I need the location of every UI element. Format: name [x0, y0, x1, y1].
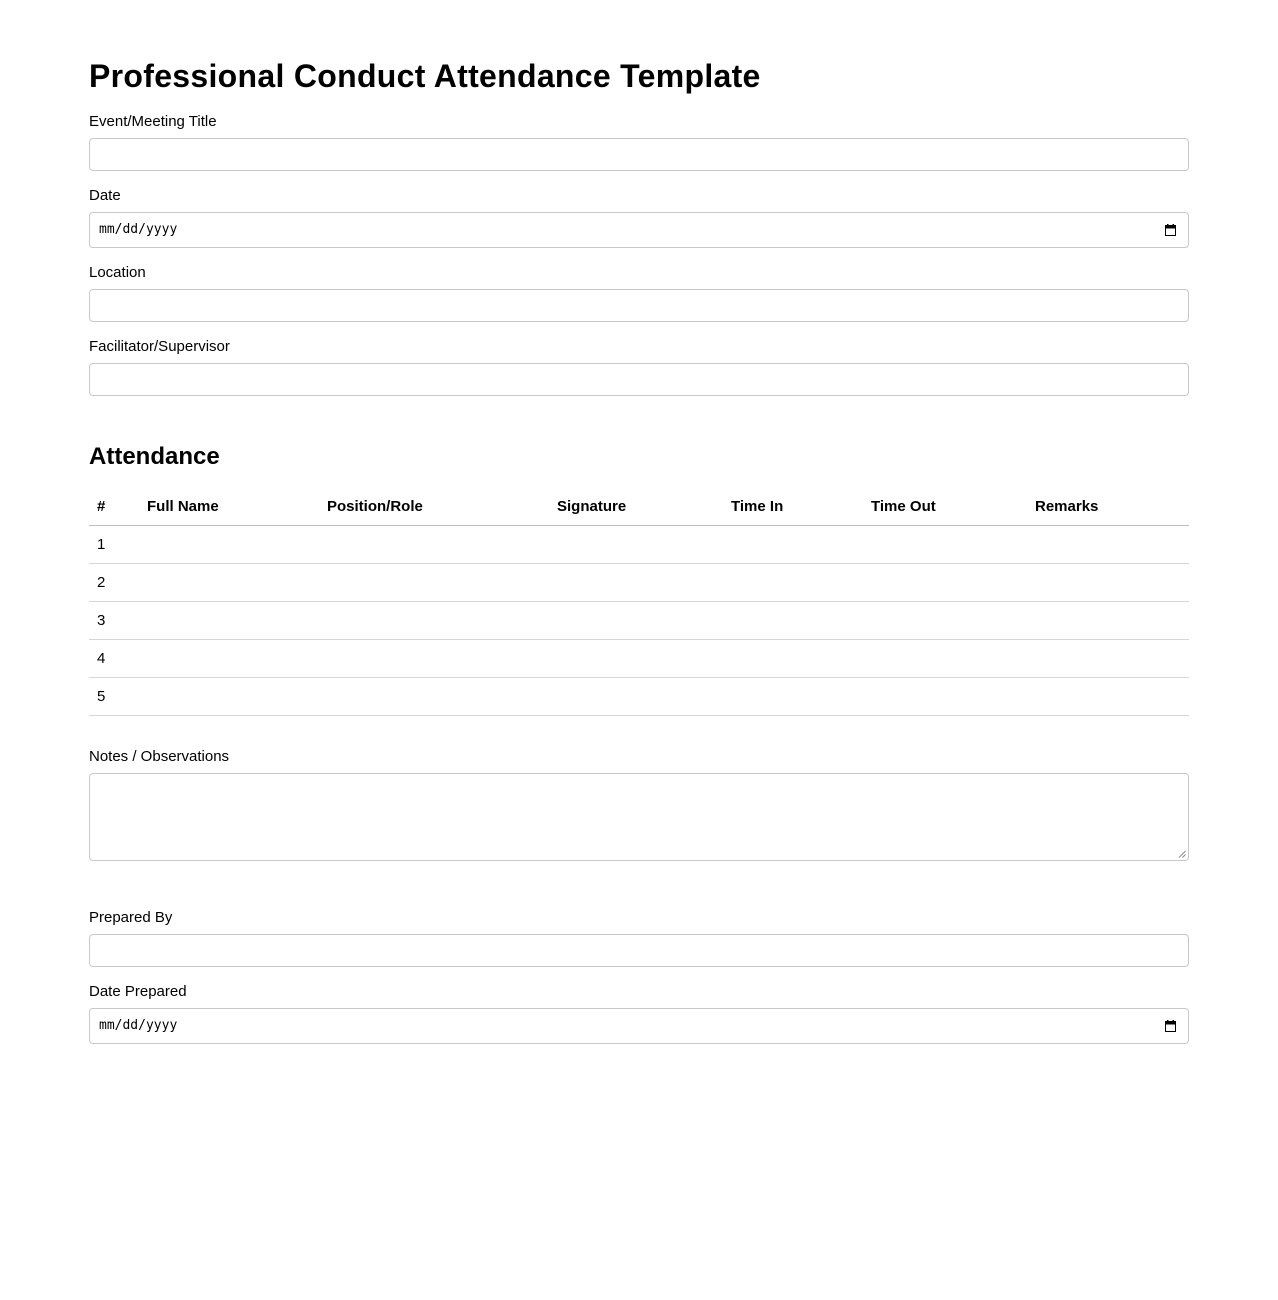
- date-prepared-label: Date Prepared: [89, 983, 187, 1000]
- attendance-heading: Attendance: [89, 443, 220, 470]
- column-header-time-in: Time In: [723, 488, 863, 526]
- full-name-cell[interactable]: [139, 602, 319, 640]
- time-in-cell[interactable]: [723, 678, 863, 716]
- column-header-time-out: Time Out: [863, 488, 1027, 526]
- time-in-cell[interactable]: [723, 526, 863, 564]
- row-number: 1: [89, 526, 139, 564]
- full-name-cell[interactable]: [139, 678, 319, 716]
- table-header-row: [89, 488, 1189, 526]
- date-prepared-input[interactable]: [89, 1008, 1189, 1044]
- remarks-cell[interactable]: [1027, 602, 1189, 640]
- time-out-cell[interactable]: [863, 640, 1027, 678]
- notes-textarea[interactable]: [89, 773, 1189, 861]
- remarks-cell[interactable]: [1027, 640, 1189, 678]
- time-in-cell[interactable]: [723, 564, 863, 602]
- time-out-cell[interactable]: [863, 526, 1027, 564]
- row-number: 4: [89, 640, 139, 678]
- attendance-table: [89, 488, 1189, 716]
- prepared-by-label: Prepared By: [89, 909, 173, 926]
- full-name-cell[interactable]: [139, 564, 319, 602]
- page-title: Professional Conduct Attendance Template: [89, 58, 761, 94]
- column-header-position: Position/Role: [319, 488, 549, 526]
- full-name-cell[interactable]: [139, 640, 319, 678]
- position-cell[interactable]: [319, 564, 549, 602]
- calendar-icon[interactable]: [1165, 1020, 1176, 1032]
- table-row: [89, 678, 1189, 716]
- table-row: [89, 526, 1189, 564]
- column-header-full-name: Full Name: [139, 488, 319, 526]
- signature-cell[interactable]: [549, 678, 723, 716]
- column-header-signature: Signature: [549, 488, 723, 526]
- signature-cell[interactable]: [549, 526, 723, 564]
- location-input[interactable]: [89, 289, 1189, 322]
- facilitator-input[interactable]: [89, 363, 1189, 396]
- date-input[interactable]: [89, 212, 1189, 248]
- remarks-cell[interactable]: [1027, 678, 1189, 716]
- date-prepared-placeholder: mm/dd/yyyy: [99, 1018, 178, 1033]
- remarks-cell[interactable]: [1027, 526, 1189, 564]
- event-title-input[interactable]: [89, 138, 1189, 171]
- table-row: [89, 640, 1189, 678]
- column-header-number: #: [89, 488, 139, 526]
- resize-grip-icon[interactable]: [1178, 850, 1186, 858]
- date-placeholder: mm/dd/yyyy: [99, 222, 178, 237]
- position-cell[interactable]: [319, 602, 549, 640]
- position-cell[interactable]: [319, 640, 549, 678]
- position-cell[interactable]: [319, 526, 549, 564]
- signature-cell[interactable]: [549, 602, 723, 640]
- facilitator-label: Facilitator/Supervisor: [89, 338, 230, 355]
- location-label: Location: [89, 264, 146, 281]
- signature-cell[interactable]: [549, 640, 723, 678]
- date-label: Date: [89, 187, 121, 204]
- notes-label: Notes / Observations: [89, 748, 230, 765]
- time-out-cell[interactable]: [863, 602, 1027, 640]
- table-row: [89, 564, 1189, 602]
- signature-cell[interactable]: [549, 564, 723, 602]
- row-number: 3: [89, 602, 139, 640]
- event-title-label: Event/Meeting Title: [89, 113, 217, 130]
- position-cell[interactable]: [319, 678, 549, 716]
- time-in-cell[interactable]: [723, 602, 863, 640]
- remarks-cell[interactable]: [1027, 564, 1189, 602]
- row-number: 5: [89, 678, 139, 716]
- time-in-cell[interactable]: [723, 640, 863, 678]
- calendar-icon[interactable]: [1165, 224, 1176, 236]
- table-row: [89, 602, 1189, 640]
- time-out-cell[interactable]: [863, 678, 1027, 716]
- column-header-remarks: Remarks: [1027, 488, 1189, 526]
- prepared-by-input[interactable]: [89, 934, 1189, 967]
- full-name-cell[interactable]: [139, 526, 319, 564]
- time-out-cell[interactable]: [863, 564, 1027, 602]
- row-number: 2: [89, 564, 139, 602]
